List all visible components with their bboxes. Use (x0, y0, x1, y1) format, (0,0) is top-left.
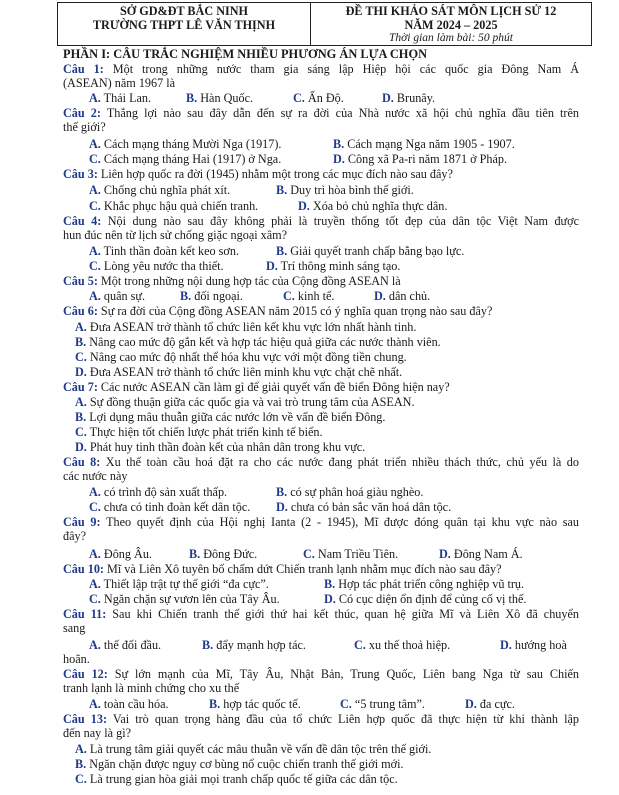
option-d[interactable] (276, 500, 451, 514)
option-text: có trình độ sản xuất thấp. (100, 485, 228, 499)
option-key: A. (89, 244, 101, 258)
question-stem (63, 274, 401, 288)
option-a[interactable] (89, 183, 230, 197)
option-text: Đông Nam Á. (450, 547, 523, 561)
exam-header (57, 2, 592, 46)
option-key: B. (186, 91, 198, 105)
option-text: Lòng yêu nước tha thiết. (100, 259, 224, 273)
option-d[interactable] (439, 547, 523, 561)
option-key: D. (382, 91, 394, 105)
exam-title-box (310, 2, 592, 46)
option-b[interactable] (186, 91, 253, 105)
option-a[interactable] (89, 697, 169, 711)
question-stem (63, 106, 579, 120)
option-key: B. (189, 547, 201, 561)
option-key: C. (89, 500, 101, 514)
school-year: NĂM 2024 – 2025 (404, 18, 498, 32)
option-c[interactable] (75, 350, 407, 364)
option-c[interactable] (89, 259, 224, 273)
option-key: D. (374, 289, 386, 303)
option-text: hợp tác quốc tế. (220, 697, 301, 711)
question-text: Sự ra đời của Cộng đồng ASEAN năm 2015 có ý nghĩa quan trọng nào sau đây? (97, 304, 493, 318)
option-key: D. (465, 697, 477, 711)
option-text: chưa có tinh đoàn kết dân tộc. (100, 500, 251, 514)
option-key: B. (75, 757, 87, 771)
option-key: C. (283, 289, 295, 303)
option-b[interactable] (276, 485, 423, 499)
option-text: Ấn Độ. (304, 91, 344, 105)
question-label: Câu 12: (63, 667, 108, 681)
option-key: C. (303, 547, 315, 561)
option-text: thế đối đầu. (100, 638, 162, 652)
question-text-cont: đến nay là gì? (63, 726, 132, 740)
option-text: Cách mạng Nga năm 1905 - 1907. (344, 137, 515, 151)
option-text: toàn cầu hóa. (100, 697, 169, 711)
option-text: Phát huy tinh thần đoàn kết của nhân dân trong khu vực. (86, 440, 366, 454)
option-key: C. (89, 152, 101, 166)
option-key: A. (89, 697, 101, 711)
option-text: Cách mạng tháng Mười Nga (1917). (100, 137, 282, 151)
option-d[interactable] (298, 199, 447, 213)
option-key: C. (75, 350, 87, 364)
option-key: B. (75, 410, 87, 424)
question-stem (63, 304, 492, 318)
option-key: A. (89, 289, 101, 303)
option-text: “5 trung tâm”. (351, 697, 425, 711)
option-text: Nam Triều Tiên. (314, 547, 399, 561)
question-text: Theo quyết định của Hội nghị Ianta (2 - 1945), Mĩ được đóng quân tại khu vực nào sau (100, 515, 580, 529)
question-label: Câu 13: (63, 712, 108, 726)
option-b[interactable] (189, 547, 257, 561)
option-key: A. (75, 395, 87, 409)
option-c[interactable] (303, 547, 398, 561)
question-label: Câu 4: (63, 214, 102, 228)
question-text-cont: hun đúc nên từ lịch sử chống giặc ngoại xâm? (63, 228, 288, 242)
option-text: chưa có bản sắc văn hoá dân tộc. (287, 500, 452, 514)
option-a[interactable] (89, 577, 269, 591)
option-d[interactable] (324, 592, 526, 606)
option-text: đẩy mạnh hợp tác. (213, 638, 306, 652)
option-key: B. (75, 335, 87, 349)
exam-duration: Thời gian làm bài: 50 phút (388, 32, 514, 44)
question-text: Sau khi Chiến tranh thế giới thứ hai kết thúc, quan hệ giữa Mĩ và Liên Xô đã chuyển (106, 607, 579, 621)
option-key: C. (89, 592, 101, 606)
option-text: Thái Lan. (100, 91, 152, 105)
school-box (57, 2, 311, 46)
option-text: Công xã Pa-ri năm 1871 ở Pháp. (344, 152, 508, 166)
option-text: Đông Âu. (100, 547, 152, 561)
option-key: D. (266, 259, 278, 273)
option-key: A. (89, 547, 101, 561)
option-key: D. (324, 592, 336, 606)
option-d[interactable] (500, 638, 567, 652)
question-text-cont: thế giới? (63, 120, 106, 134)
option-text: Hợp tác phát triển công nghiệp vũ trụ. (335, 577, 525, 591)
option-d[interactable] (75, 365, 402, 379)
option-b[interactable] (75, 335, 441, 349)
option-text: Cách mạng tháng Hai (1917) ở Nga. (100, 152, 282, 166)
option-b[interactable] (276, 244, 464, 258)
question-text-cont: sang (63, 621, 86, 635)
option-key: A. (89, 638, 101, 652)
option-key: A. (89, 485, 101, 499)
question-text-cont: các nước này (63, 469, 128, 483)
option-text: dân chủ. (385, 289, 431, 303)
option-a[interactable] (89, 289, 145, 303)
option-key: C. (340, 697, 352, 711)
option-b[interactable] (180, 289, 243, 303)
option-b[interactable] (324, 577, 524, 591)
option-d[interactable] (382, 91, 435, 105)
option-key: B. (202, 638, 214, 652)
question-text-cont: tranh lạnh là minh chứng cho xu thế (63, 681, 240, 695)
option-a[interactable] (89, 485, 227, 499)
option-key: A. (75, 742, 87, 756)
option-b[interactable] (202, 638, 306, 652)
question-text: Sự lớn mạnh của Mĩ, Tây Âu, Nhật Bản, Trung Quốc, Liên bang Nga từ sau Chiến (107, 667, 579, 681)
option-c[interactable] (89, 199, 258, 213)
question-stem (63, 455, 579, 469)
option-text: quân sự. (100, 289, 146, 303)
option-text: đối ngoại. (191, 289, 243, 303)
option-d[interactable] (465, 697, 515, 711)
option-key: C. (89, 199, 101, 213)
school-name: TRƯỜNG THPT LÊ VĂN THỊNH (92, 18, 276, 32)
question-text: Một trong những nội dung hợp tác của Cộng đồng ASEAN là (97, 274, 401, 288)
option-b[interactable] (333, 137, 515, 151)
option-text: Đông Đức. (200, 547, 258, 561)
option-text: Tinh thần đoàn kết keo sơn. (100, 244, 239, 258)
option-key: B. (324, 577, 336, 591)
question-text: Một trong những nước tham gia sáng lập Hiệp hội các quốc gia Đông Nam Á (103, 62, 579, 76)
question-label: Câu 9: (63, 515, 101, 529)
option-key: B. (276, 485, 288, 499)
option-a[interactable] (89, 91, 151, 105)
option-text: Brunây. (393, 91, 436, 105)
option-key: A. (89, 183, 101, 197)
section-title: PHẦN I: CÂU TRẮC NGHIỆM NHIỀU PHƯƠNG ÁN LỰA CHỌN (63, 47, 428, 61)
option-key: D. (298, 199, 310, 213)
option-key: B. (276, 244, 288, 258)
option-text: Trí thông minh sáng tạo. (277, 259, 401, 273)
option-key: C. (354, 638, 366, 652)
question-text-cont: (ASEAN) năm 1967 là (63, 76, 176, 90)
option-c[interactable] (75, 425, 323, 439)
option-text: Là trung tâm giải quyết các mâu thuẫn về vấn đề dân tộc trên thế giới. (86, 742, 432, 756)
option-text: Nâng cao mức độ gắn kết và hợp tác hiệu quả giữa các nước thành viên. (86, 335, 441, 349)
option-c[interactable] (293, 91, 344, 105)
option-continuation: hoãn. (63, 652, 90, 666)
question-stem (63, 380, 450, 394)
question-stem (63, 515, 579, 529)
option-text: Giải quyết tranh chấp bằng bạo lực. (287, 244, 465, 258)
option-c[interactable] (75, 772, 398, 786)
question-label: Câu 11: (63, 607, 107, 621)
option-key: C. (293, 91, 305, 105)
option-c[interactable] (89, 152, 281, 166)
question-text: Thắng lợi nào sau đây dẫn đến sự ra đời của Nhà nước xã hội chủ nghĩa đầu tiên trên (100, 106, 579, 120)
option-text: Là trung gian hòa giải mọi tranh chấp quốc tế giữa các dân tộc. (86, 772, 398, 786)
option-a[interactable] (75, 320, 416, 334)
option-c[interactable] (89, 592, 280, 606)
option-key: D. (276, 500, 288, 514)
option-b[interactable] (75, 757, 404, 771)
option-text: Đưa ASEAN trở thành tổ chức liên minh khu vực chặt chẽ nhất. (86, 365, 403, 379)
option-text: Lợi dụng mâu thuẫn giữa các nước lớn về vấn đề biển Đông. (86, 410, 386, 424)
option-key: B. (180, 289, 192, 303)
question-stem (63, 667, 579, 681)
option-d[interactable] (333, 152, 507, 166)
option-text: Thực hiện tốt chiến lược phát triển kinh tế biển. (86, 425, 323, 439)
option-text: Duy trì hòa bình thế giới. (287, 183, 414, 197)
option-text: Ngăn chặn sự vươn lên của Tây Âu. (100, 592, 280, 606)
option-text: Có cục diện ổn định để củng cố vị thế. (335, 592, 527, 606)
option-a[interactable] (75, 395, 415, 409)
option-key: A. (89, 137, 101, 151)
option-text: kinh tế. (294, 289, 335, 303)
option-c[interactable] (354, 638, 450, 652)
option-key: C. (75, 772, 87, 786)
option-key: B. (209, 697, 221, 711)
option-c[interactable] (89, 500, 250, 514)
option-b[interactable] (209, 697, 301, 711)
option-text: Đưa ASEAN trở thành tổ chức liên kết khu vực lớn nhất hành tinh. (86, 320, 417, 334)
question-stem (63, 62, 579, 76)
option-key: D. (75, 440, 87, 454)
question-label: Câu 5: (63, 274, 98, 288)
option-d[interactable] (266, 259, 400, 273)
question-label: Câu 8: (63, 455, 101, 469)
option-text: xu thế thoả hiệp. (365, 638, 451, 652)
question-stem (63, 562, 502, 576)
question-stem (63, 214, 579, 228)
exam-title: ĐỀ THI KHẢO SÁT MÔN LỊCH SỬ 12 (345, 4, 557, 18)
option-text: Sự đồng thuận giữa các quốc gia và vai trò trung tâm của ASEAN. (86, 395, 415, 409)
option-key: A. (89, 91, 101, 105)
option-text: Chống chủ nghĩa phát xít. (100, 183, 231, 197)
question-label: Câu 10: (63, 562, 104, 576)
option-text: Khắc phục hậu quả chiến tranh. (100, 199, 259, 213)
question-label: Câu 2: (63, 106, 101, 120)
question-text: Xu thế toàn cầu hoá đặt ra cho các nước đang phát triển nhiều thách thức, chủ yếu là do (100, 455, 579, 469)
option-key: B. (276, 183, 288, 197)
option-a[interactable] (89, 137, 281, 151)
question-text: Mĩ và Liên Xô tuyên bố chấm dứt Chiến tranh lạnh nhằm mục đích nào sau đây? (103, 562, 502, 576)
option-a[interactable] (89, 638, 161, 652)
option-text: Nâng cao mức độ nhất thể hóa khu vực với một đồng tiền chung. (86, 350, 407, 364)
option-a[interactable] (89, 244, 239, 258)
option-d[interactable] (75, 440, 365, 454)
option-key: D. (439, 547, 451, 561)
option-key: C. (89, 259, 101, 273)
question-text: Vai trò quan trọng hàng đầu của tổ chức Liên hợp quốc đã thực hiện từ khi thành lập (107, 712, 579, 726)
option-b[interactable] (75, 410, 385, 424)
option-b[interactable] (276, 183, 414, 197)
question-text-cont: đây? (63, 529, 87, 543)
option-key: C. (75, 425, 87, 439)
option-text: Hàn Quốc. (197, 91, 254, 105)
option-key: D. (333, 152, 345, 166)
question-label: Câu 6: (63, 304, 98, 318)
option-c[interactable] (340, 697, 425, 711)
option-text: đa cực. (476, 697, 515, 711)
option-d[interactable] (374, 289, 430, 303)
question-label: Câu 3: (63, 167, 98, 181)
question-stem (63, 712, 579, 726)
option-text: Xóa bỏ chủ nghĩa thực dân. (309, 199, 448, 213)
option-key: D. (75, 365, 87, 379)
question-text: Nội dung nào sau đây không phải là truyền thống tốt đẹp của dân tộc Việt Nam được (101, 214, 579, 228)
question-stem (63, 607, 579, 621)
option-key: A. (89, 577, 101, 591)
option-text: Ngăn chặn được nguy cơ bùng nổ cuộc chiến tranh thế giới mới. (86, 757, 404, 771)
option-c[interactable] (283, 289, 334, 303)
option-text: có sự phân hoá giàu nghèo. (287, 485, 424, 499)
option-a[interactable] (89, 547, 152, 561)
option-text: hướng hoà (511, 638, 567, 652)
option-key: B. (333, 137, 345, 151)
option-key: D. (500, 638, 512, 652)
question-text: Các nước ASEAN cần làm gì để giải quyết vấn đề biển Đông hiện nay? (97, 380, 450, 394)
option-key: A. (75, 320, 87, 334)
question-stem (63, 167, 453, 181)
question-label: Câu 1: (63, 62, 104, 76)
option-text: Thiết lập trật tự thế giới “đa cực”. (100, 577, 269, 591)
question-label: Câu 7: (63, 380, 98, 394)
question-text: Liên hợp quốc ra đời (1945) nhằm một trong các mục đích nào sau đây? (97, 167, 453, 181)
option-a[interactable] (75, 742, 431, 756)
department-name: SỞ GD&ĐT BẮC NINH (119, 4, 249, 18)
